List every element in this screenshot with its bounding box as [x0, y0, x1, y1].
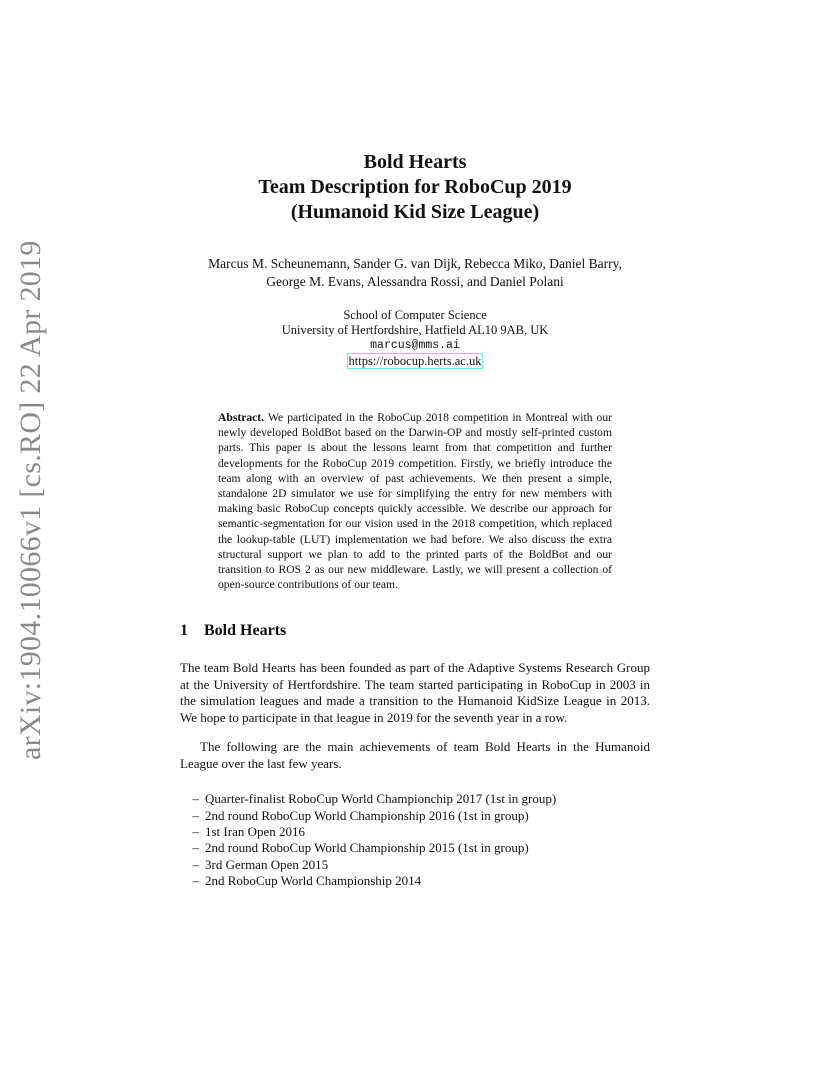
author-list [180, 255, 650, 291]
paper-title [180, 150, 650, 225]
achievement-text: 2nd RoboCup World Championship 2014 [205, 872, 422, 888]
achievement-text: 2nd round RoboCup World Championship 2015 (1st in group) [205, 840, 529, 856]
list-bullet: – [192, 807, 199, 823]
contact-email: marcus@mms.ai [370, 339, 460, 352]
list-bullet: – [192, 856, 199, 872]
paper-page [180, 150, 650, 889]
list-bullet: – [192, 872, 199, 888]
list-bullet: – [192, 824, 199, 840]
achievement-item [180, 808, 650, 824]
achievement-item [180, 873, 650, 889]
team-website-link[interactable]: https://robocup.herts.ac.uk [348, 354, 482, 368]
section-title: Bold Hearts [204, 622, 287, 640]
authors-line-1: Marcus M. Scheunemann, Sander G. van Dijk, Rebecca Miko, Daniel Barry, [208, 256, 622, 271]
title-line-1: Bold Hearts [363, 151, 467, 173]
abstract [218, 410, 612, 592]
achievement-text: 2nd round RoboCup World Championship 2016 (1st in group) [205, 807, 529, 823]
abstract-label: Abstract. [218, 411, 265, 424]
achievement-text: 1st Iran Open 2016 [205, 824, 306, 840]
authors-line-2: George M. Evans, Alessandra Rossi, and Daniel Polani [266, 274, 564, 289]
abstract-text: We participated in the RoboCup 2018 competition in Montreal with our newly developed BoldBot based on the Darwin-OP and mostly self-printed custom parts. This paper is about the lessons learnt from that competition and further developments for the RoboCup 2019 competition. Firstly, we briefly introduce the team along with an overview of past achievements. We then present a simple, standalone 2D simulator we use for simplifying the entry for new members with making basic RoboCup concepts quickly accessible. We describe our approach for semantic-segmentation for our vision used in the 2018 competition, which replaced the lookup-table (LUT) implementation we had before. We also discuss the extra structural support we plan to add to the printed parts of the BoldBot and our transition to ROS 2 as our new middleware. Lastly, we will present a collection of open-source contributions of our team. [218, 411, 612, 592]
section-number: 1 [180, 622, 188, 640]
list-bullet: – [192, 840, 199, 856]
section-paragraph-2: The following are the main achievements of team Bold Hearts in the Humanoid League over the last few years. [180, 739, 650, 771]
list-bullet: – [192, 791, 199, 807]
affiliation-school: School of Computer Science [343, 308, 487, 322]
achievement-item [180, 791, 650, 807]
achievement-text: Quarter-finalist RoboCup World Championchip 2017 (1st in group) [205, 791, 557, 807]
title-line-3: (Humanoid Kid Size League) [290, 201, 540, 223]
affiliation [180, 308, 650, 369]
affiliation-university: University of Hertfordshire, Hatfield AL10 9AB, UK [281, 323, 549, 337]
achievement-item [180, 840, 650, 856]
achievement-item [180, 857, 650, 873]
achievement-text: 3rd German Open 2015 [205, 856, 329, 872]
achievement-item [180, 824, 650, 840]
title-line-2: Team Description for RoboCup 2019 [258, 176, 572, 198]
section-paragraph-1: The team Bold Hearts has been founded as part of the Adaptive Systems Research Group at the University of Hertfordshire. The team started participating in RoboCup in 2003 in the simulation leagues and made a transition to the Humanoid KidSize League in 2013. We hope to participate in that league in 2019 for the seventh year in a row. [180, 660, 650, 725]
arxiv-identifier: arXiv:1904.10066v1 [cs.RO] 22 Apr 2019 [14, 240, 47, 760]
section-heading [180, 621, 650, 641]
achievements-list [180, 791, 650, 889]
